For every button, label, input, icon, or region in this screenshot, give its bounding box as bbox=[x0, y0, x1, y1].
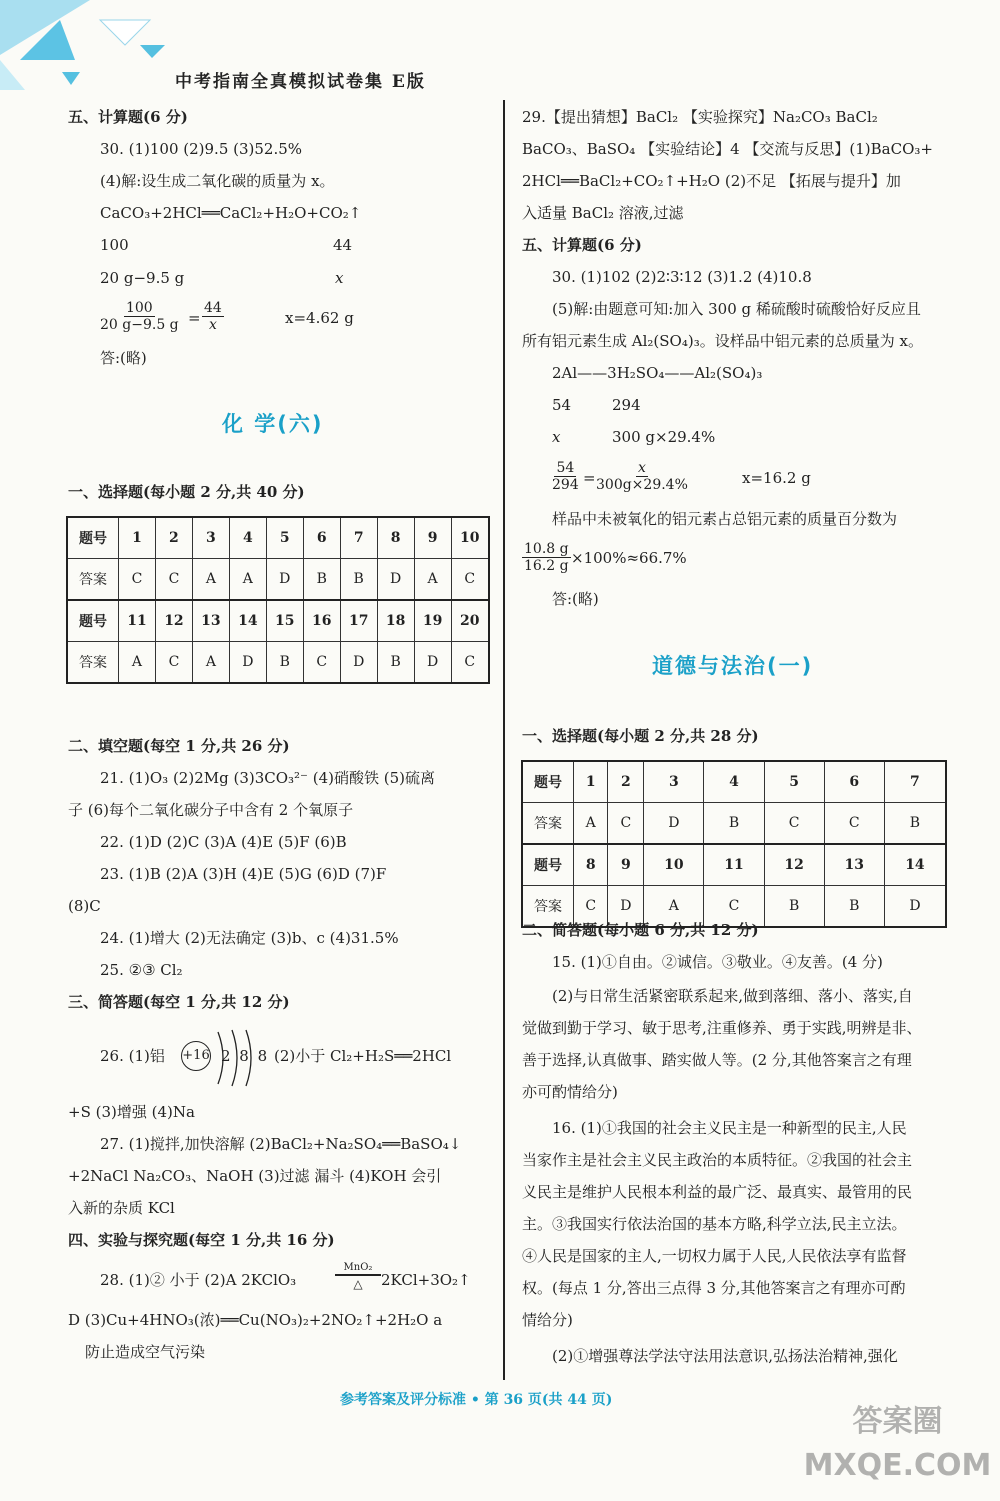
table-cell: D bbox=[884, 886, 946, 928]
q26-line: 26. (1)铝 bbox=[100, 1047, 165, 1065]
fraction-numerator: 44 bbox=[204, 300, 222, 316]
table-cell: 11 bbox=[119, 600, 156, 642]
table-cell: A bbox=[414, 559, 451, 601]
q30-solution: (4)解:设生成二氧化碳的质量为 x。 bbox=[100, 172, 335, 190]
q15-line: 亦可酌情给分) bbox=[522, 1083, 618, 1101]
calc-row: 300 g×29.4% bbox=[612, 428, 716, 446]
fraction-numerator: 100 bbox=[125, 300, 153, 316]
table-cell: 20 bbox=[451, 600, 489, 642]
calc-heading: 五、计算题(6 分) bbox=[68, 108, 188, 126]
table-cell: C bbox=[119, 559, 156, 601]
watermark-text: 答案圈 MXQE.COM bbox=[803, 1404, 992, 1483]
electron-shells: 2 8 8 bbox=[221, 1047, 270, 1065]
table-cell: 10 bbox=[451, 517, 489, 559]
table-cell: A bbox=[192, 642, 229, 684]
fraction-denominator: 294 bbox=[552, 477, 579, 493]
table-cell: B bbox=[764, 886, 824, 928]
table-cell: B bbox=[340, 559, 377, 601]
table-cell: 17 bbox=[340, 600, 377, 642]
calc-row: 44 bbox=[333, 236, 353, 254]
table-cell: B bbox=[377, 642, 414, 684]
q28-line: D (3)Cu+4HNO₃(浓)══Cu(NO₃)₂+2NO₂↑+2H₂O a bbox=[68, 1311, 443, 1329]
experiment-heading: 四、实验与探究题(每空 1 分,共 16 分) bbox=[68, 1231, 335, 1249]
table-cell: C bbox=[704, 886, 764, 928]
heat-symbol: △ bbox=[353, 1277, 363, 1291]
q15-line: (2)与日常生活紧密联系起来,做到落细、落小、落实,自 bbox=[552, 987, 913, 1005]
section-title: 道德与法治(一) bbox=[652, 654, 814, 678]
table-cell: 5 bbox=[764, 761, 824, 803]
table-cell: 8 bbox=[377, 517, 414, 559]
fill-heading: 二、填空题(每空 1 分,共 26 分) bbox=[68, 737, 290, 755]
q25-line: 25. ②③ Cl₂ bbox=[100, 961, 183, 979]
calc-row: x bbox=[335, 269, 344, 287]
table-cell: 1 bbox=[574, 761, 608, 803]
q29-line: 2HCl══BaCl₂+CO₂↑+H₂O (2)不足 【拓展与提升】加 bbox=[522, 172, 901, 190]
fraction bbox=[552, 460, 579, 493]
table-cell: D bbox=[229, 642, 266, 684]
table-cell: 14 bbox=[884, 844, 946, 886]
table-cell: C bbox=[574, 886, 608, 928]
result: x=4.62 g bbox=[285, 309, 354, 327]
fraction-denominator: 16.2 g bbox=[524, 558, 569, 574]
table-cell: 9 bbox=[414, 517, 451, 559]
table-cell: 8 bbox=[574, 844, 608, 886]
choice-heading: 一、选择题(每小题 2 分,共 28 分) bbox=[522, 727, 759, 745]
q21-line: 子 (6)每个二氧化碳分子中含有 2 个氧原子 bbox=[68, 801, 354, 819]
table-label: 题号 bbox=[67, 517, 119, 559]
q15-line: 觉做到勤于学习、敏于思考,注重修养、勇于实践,明辨是非、 bbox=[522, 1019, 922, 1037]
table-cell: 4 bbox=[704, 761, 764, 803]
answer-table bbox=[66, 516, 490, 684]
table-cell: A bbox=[574, 803, 608, 845]
answer-table bbox=[521, 760, 947, 928]
table-cell: 4 bbox=[229, 517, 266, 559]
table-cell: 11 bbox=[704, 844, 764, 886]
table-cell: C bbox=[451, 559, 489, 601]
answer-omitted: 答:(略) bbox=[100, 349, 147, 367]
table-cell: 7 bbox=[884, 761, 946, 803]
table-cell: C bbox=[764, 803, 824, 845]
table-cell: 15 bbox=[266, 600, 303, 642]
table-cell: 16 bbox=[303, 600, 340, 642]
calc-heading: 五、计算题(6 分) bbox=[522, 236, 642, 254]
table-cell: 13 bbox=[824, 844, 884, 886]
watermark-logo bbox=[800, 1400, 995, 1496]
q26-line: +S (3)增强 (4)Na bbox=[68, 1103, 195, 1121]
q27-line: +2NaCl Na₂CO₃、NaOH (3)过滤 漏斗 (4)KOH 会引 bbox=[68, 1167, 442, 1185]
q16-line: 主。③我国实行依法治国的基本方略,科学立法,民主立法。 bbox=[522, 1215, 907, 1233]
percentage: ×100%≈66.7% bbox=[571, 549, 687, 567]
short-heading: 二、简答题(每小题 6 分,共 12 分) bbox=[522, 921, 759, 939]
electron-shell-arcs bbox=[214, 1028, 264, 1088]
table-cell: 10 bbox=[644, 844, 704, 886]
table-cell: 2 bbox=[608, 761, 644, 803]
calc-row: x bbox=[552, 428, 561, 446]
table-label: 题号 bbox=[522, 844, 574, 886]
fraction bbox=[202, 300, 224, 333]
answer-omitted: 答:(略) bbox=[552, 590, 599, 608]
q26-line: (2)小于 Cl₂+H₂S══2HCl bbox=[274, 1047, 452, 1065]
equals: = bbox=[583, 469, 596, 487]
table-cell: 1 bbox=[119, 517, 156, 559]
table-cell: 6 bbox=[303, 517, 340, 559]
table-cell: C bbox=[451, 642, 489, 684]
table-label: 答案 bbox=[67, 559, 119, 601]
q16-line: 16. (1)①我国的社会主义民主是一种新型的民主,人民 bbox=[552, 1119, 907, 1137]
q16-line: 当家作主是社会主义民主政治的本质特征。②我国的社会主 bbox=[522, 1151, 913, 1169]
reaction-condition bbox=[335, 1262, 381, 1290]
table-cell: A bbox=[192, 559, 229, 601]
table-cell: D bbox=[266, 559, 303, 601]
table-cell: C bbox=[608, 803, 644, 845]
q28-line: 防止造成空气污染 bbox=[85, 1343, 206, 1361]
q24-line: 24. (1)增大 (2)无法确定 (3)b、c (4)31.5% bbox=[100, 929, 399, 947]
table-cell: A bbox=[644, 886, 704, 928]
q29-line: BaCO₃、BaSO₄ 【实验结论】4 【交流与反思】(1)BaCO₃+ bbox=[522, 140, 933, 158]
header-title: 中考指南全真模拟试卷集 E版 bbox=[175, 72, 426, 92]
q16-line: 情给分) bbox=[522, 1311, 573, 1329]
table-label: 答案 bbox=[522, 886, 574, 928]
table-cell: 9 bbox=[608, 844, 644, 886]
table-cell: 12 bbox=[155, 600, 192, 642]
table-cell: A bbox=[119, 642, 156, 684]
page-footer: 参考答案及评分标准 • 第 36 页(共 44 页) bbox=[340, 1392, 613, 1408]
table-cell: 7 bbox=[340, 517, 377, 559]
table-cell: C bbox=[303, 642, 340, 684]
q28-line: 28. (1)② 小于 (2)A 2KClO₃ bbox=[100, 1271, 297, 1289]
q23-line: (8)C bbox=[68, 897, 101, 915]
table-label: 答案 bbox=[67, 642, 119, 684]
q30-line: 样品中未被氧化的铝元素占总铝元素的质量百分数为 bbox=[552, 510, 898, 528]
table-cell: B bbox=[824, 886, 884, 928]
catalyst: MnO₂ bbox=[343, 1262, 373, 1273]
calc-row: 20 g−9.5 g bbox=[100, 269, 185, 287]
table-cell: C bbox=[155, 642, 192, 684]
q16-line: 权。(每点 1 分,答出三点得 3 分,其他答案言之有理亦可酌 bbox=[522, 1279, 906, 1297]
fraction-denominator: 20 g−9.5 g bbox=[100, 317, 179, 333]
q29-line: 入适量 BaCl₂ 溶液,过滤 bbox=[522, 204, 684, 222]
table-label: 题号 bbox=[67, 600, 119, 642]
q22-line: 22. (1)D (2)C (3)A (4)E (5)F (6)B bbox=[100, 833, 347, 851]
q16-line: 义民主是维护人民根本利益的最广泛、最真实、最管用的民 bbox=[522, 1183, 913, 1201]
table-cell: A bbox=[229, 559, 266, 601]
table-label: 题号 bbox=[522, 761, 574, 803]
table-cell: 18 bbox=[377, 600, 414, 642]
q23-line: 23. (1)B (2)A (3)H (4)E (5)G (6)D (7)F bbox=[100, 865, 387, 883]
q28-line: 2KCl+3O₂↑ bbox=[381, 1271, 471, 1289]
q29-line: 29.【提出猜想】BaCl₂ 【实验探究】Na₂CO₃ BaCl₂ bbox=[522, 108, 878, 126]
short-heading: 三、简答题(每空 1 分,共 12 分) bbox=[68, 993, 290, 1011]
q30-line: 所有铝元素生成 Al₂(SO₄)₃。设样品中铝元素的总质量为 x。 bbox=[522, 332, 923, 350]
q27-line: 27. (1)搅拌,加快溶解 (2)BaCl₂+Na₂SO₄══BaSO₄↓ bbox=[100, 1135, 462, 1153]
q30-line: (5)解:由题意可知:加入 300 g 稀硫酸时硫酸恰好反应且 bbox=[552, 300, 921, 318]
fraction-numerator: 54 bbox=[556, 460, 575, 476]
table-cell: 5 bbox=[266, 517, 303, 559]
fraction-denominator: 300g×29.4% bbox=[596, 477, 688, 493]
calc-row: 54 bbox=[552, 396, 572, 414]
atom-nucleus: +16 bbox=[181, 1041, 211, 1071]
table-cell: C bbox=[155, 559, 192, 601]
table-cell: 19 bbox=[414, 600, 451, 642]
table-cell: 13 bbox=[192, 600, 229, 642]
table-cell: B bbox=[266, 642, 303, 684]
fraction-numerator: 10.8 g bbox=[524, 541, 569, 557]
table-cell: C bbox=[824, 803, 884, 845]
table-cell: 3 bbox=[644, 761, 704, 803]
corner-decoration bbox=[0, 0, 170, 95]
q21-line: 21. (1)O₃ (2)2Mg (3)3CO₃²⁻ (4)硝酸铁 (5)硫离 bbox=[100, 769, 436, 787]
table-cell: D bbox=[644, 803, 704, 845]
q30-answer: 30. (1)100 (2)9.5 (3)52.5% bbox=[100, 140, 303, 158]
table-cell: B bbox=[303, 559, 340, 601]
section-title: 化 学(六) bbox=[222, 412, 324, 436]
q15-line: 善于选择,认真做事、踏实做人等。(2 分,其他答案言之有理 bbox=[522, 1051, 912, 1069]
fraction bbox=[596, 460, 688, 493]
table-cell: B bbox=[704, 803, 764, 845]
result: x=16.2 g bbox=[742, 469, 811, 487]
q30-line: 30. (1)102 (2)2∶3∶12 (3)1.2 (4)10.8 bbox=[552, 268, 812, 286]
table-cell: D bbox=[340, 642, 377, 684]
table-cell: D bbox=[414, 642, 451, 684]
choice-heading: 一、选择题(每小题 2 分,共 40 分) bbox=[68, 483, 305, 501]
equation: 2Al——3H₂SO₄——Al₂(SO₄)₃ bbox=[552, 364, 763, 382]
equation: CaCO₃+2HCl══CaCl₂+H₂O+CO₂↑ bbox=[100, 204, 362, 222]
column-divider bbox=[503, 100, 505, 1380]
table-cell: 3 bbox=[192, 517, 229, 559]
table-cell: 2 bbox=[155, 517, 192, 559]
table-cell: 14 bbox=[229, 600, 266, 642]
calc-row: 100 bbox=[100, 236, 129, 254]
calc-row: 294 bbox=[612, 396, 641, 414]
table-label: 答案 bbox=[522, 803, 574, 845]
fraction-numerator: x bbox=[637, 460, 646, 476]
fraction bbox=[522, 541, 571, 574]
table-cell: 12 bbox=[764, 844, 824, 886]
fraction bbox=[100, 300, 179, 333]
fraction-denominator: x bbox=[208, 317, 217, 333]
q27-line: 入新的杂质 KCl bbox=[68, 1199, 175, 1217]
table-cell: 6 bbox=[824, 761, 884, 803]
table-cell: B bbox=[884, 803, 946, 845]
q16-line: ④人民是国家的主人,一切权力属于人民,人民依法享有监督 bbox=[522, 1247, 907, 1265]
q16-line: (2)①增强尊法学法守法用法意识,弘扬法治精神,强化 bbox=[552, 1347, 898, 1365]
q15-line: 15. (1)①自由。②诚信。③敬业。④友善。(4 分) bbox=[552, 953, 883, 971]
table-cell: D bbox=[377, 559, 414, 601]
table-cell: D bbox=[608, 886, 644, 928]
equals: = bbox=[188, 309, 201, 327]
